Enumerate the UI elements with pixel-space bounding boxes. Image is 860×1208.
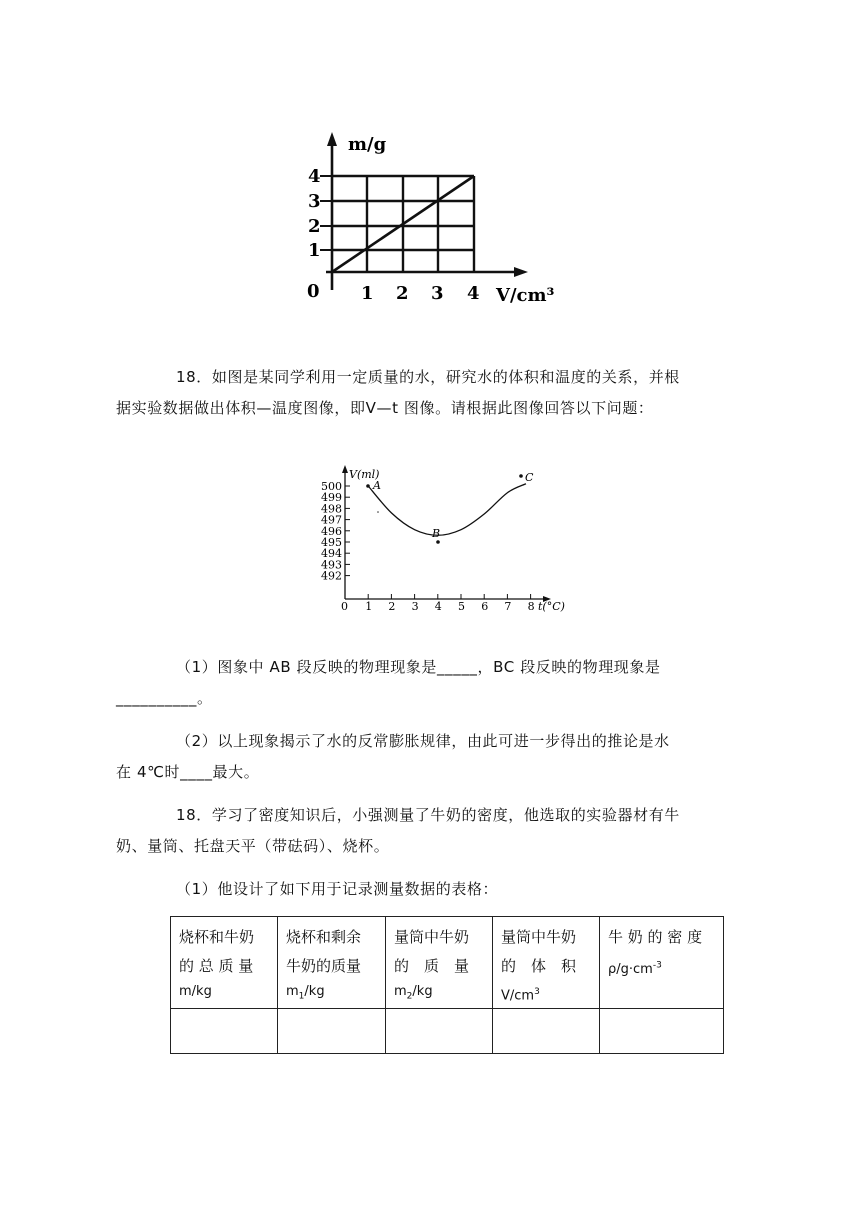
blank-cell-cylinder-volume[interactable] (493, 1008, 600, 1053)
vt-y-tick-label: 496 (321, 524, 342, 538)
vt-y-tick-label: 499 (321, 491, 342, 505)
vt-x-axis-label: t(°C) (538, 600, 565, 613)
header-cylinder-mass: 量筒中牛奶 的 质 量 $m_2/kg$ (386, 917, 493, 1009)
vt-y-tick-label: 497 (321, 513, 342, 527)
vt-x-tick-label: 1 (365, 600, 373, 613)
blank-cell-milk-density[interactable] (600, 1008, 724, 1053)
vt-y-tick-label: 493 (321, 558, 342, 572)
sub-question-1 (116, 652, 716, 714)
sub-question-1-line2: __________。 (116, 689, 213, 707)
mass-volume-graph (296, 130, 586, 310)
vt-x-tick-label: 2 (388, 600, 396, 613)
vt-point-c-label: C (525, 471, 534, 484)
sub-question-2-line2: 在 4℃时____最大。 (116, 763, 260, 781)
header-total-mass: 烧杯和牛奶 的 总 质 量 m/kg (171, 917, 278, 1009)
volume-temperature-curve (368, 484, 526, 536)
header-cylinder-volume: 量筒中牛奶 的 体 积 $V/cm^3$ (493, 917, 600, 1009)
vt-x-tick-label: 6 (481, 600, 489, 613)
question-18-milk-line1: 18．学习了密度知识后，小强测量了牛奶的密度，他选取的实验器材有牛 (176, 806, 680, 824)
vt-y-tick-label: 494 (321, 547, 342, 561)
question-18-water-line1: 18．如图是某同学利用一定质量的水，研究水的体积和温度的关系，并根 (176, 368, 680, 386)
y-tick-4: 4 (308, 166, 321, 187)
question-18-water (116, 362, 716, 424)
stray-dot (377, 511, 379, 513)
header-remaining-mass: 烧杯和剩余 牛奶的质量 $m_1/kg$ (278, 917, 386, 1009)
table-header-row (171, 917, 724, 1009)
header-milk-density: 牛 奶 的 密 度 $\rho/g\cdot cm^{-3}$ (600, 917, 724, 1009)
vt-y-tick-label: 500 (321, 480, 342, 493)
volume-temperature-graph (318, 462, 578, 622)
sub-question-2-line1: （2）以上现象揭示了水的反常膨胀规律，由此可进一步得出的推论是水 (176, 732, 670, 750)
x-tick-3: 3 (431, 283, 444, 304)
y-axis-label: m/g (348, 134, 387, 155)
vt-x-tick-label: 5 (458, 600, 465, 613)
origin-label: 0 (307, 281, 320, 302)
vt-y-axis-label: V(ml) (349, 468, 380, 481)
x-tick-4: 4 (467, 283, 480, 304)
measurement-table (170, 916, 724, 1054)
vt-y-tick-label: 498 (321, 502, 342, 516)
y-tick-2: 2 (308, 216, 321, 237)
vt-x-tick-label: 7 (504, 600, 512, 613)
sub-question-1-line1: （1）图象中 AB 段反映的物理现象是_____，BC 段反映的物理现象是 (176, 658, 661, 676)
vt-y-tick-label: 495 (321, 536, 342, 549)
sub-question-table-intro-text: （1）他设计了如下用于记录测量数据的表格： (176, 880, 499, 898)
blank-cell-cylinder-mass[interactable] (386, 1008, 493, 1053)
vt-y-tick-label: 492 (321, 569, 342, 583)
vt-point-c (519, 474, 523, 478)
blank-cell-total-mass[interactable] (171, 1008, 278, 1053)
y-tick-3: 3 (308, 191, 321, 212)
vt-x-tick-label: 4 (434, 600, 442, 613)
question-18-milk-line2: 奶、量筒、托盘天平（带砝码）、烧杯。 (116, 837, 390, 855)
vt-point-b-label: B (432, 527, 441, 540)
x-tick-2: 2 (396, 283, 409, 304)
vt-point-a-label: A (373, 479, 381, 492)
table-row (171, 1008, 724, 1053)
sub-question-table-intro (146, 874, 716, 905)
vt-origin-label: 0 (341, 600, 348, 613)
sub-question-2 (116, 726, 716, 788)
question-18-milk (116, 800, 716, 862)
question-18-water-line2: 据实验数据做出体积—温度图像，即V—t 图像。请根据此图像回答以下问题： (116, 399, 654, 417)
y-tick-1: 1 (308, 240, 321, 261)
x-tick-1: 1 (361, 283, 374, 304)
vt-x-tick-label: 3 (411, 600, 419, 613)
x-axis-label: V/cm³ (496, 285, 555, 306)
vt-point-a (366, 484, 370, 488)
vt-point-b (436, 540, 440, 544)
blank-cell-remaining-mass[interactable] (278, 1008, 386, 1053)
vt-x-tick-label: 8 (527, 600, 535, 613)
